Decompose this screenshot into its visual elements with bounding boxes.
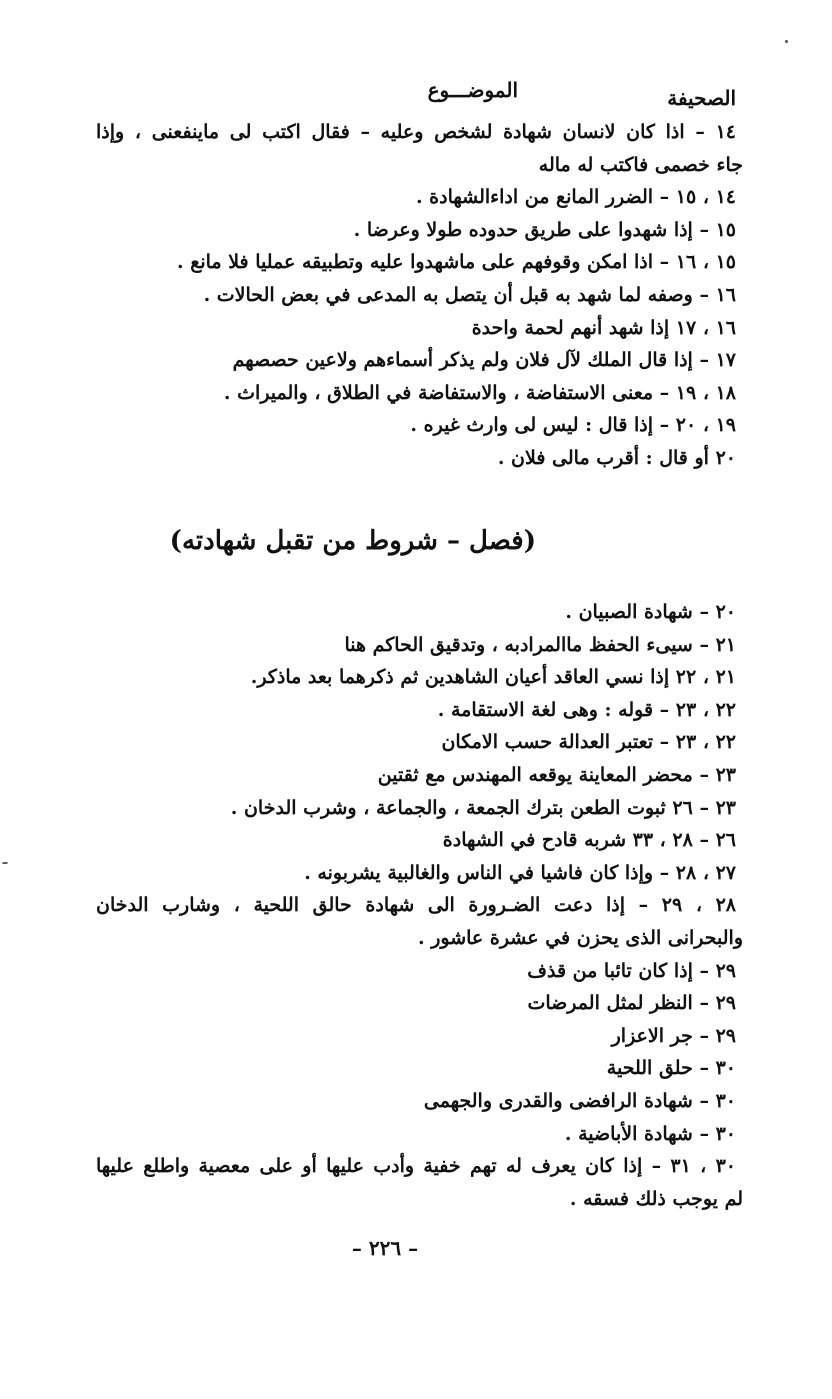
- index-entry: ٢٢ ، ٢٣ – قوله : وهى لغة الاستقامة .: [437, 698, 736, 721]
- index-entry: ١٤ ، ١٥ – الضرر المانع من اداءالشهادة .: [415, 186, 736, 209]
- index-entry: ١٧ – إذا قال الملك لآل فلان ولم يذكر أسماءهم ولاعين حصصهم: [232, 349, 736, 372]
- section-title: (فصل – شروط من تقبل شهادته): [169, 526, 536, 556]
- index-entry: ٣٠ – حلق اللحية: [606, 1057, 736, 1080]
- index-entry: ٢١ ، ٢٢ إذا نسي العاقد أعيان الشاهدين ثم ذكرهما بعد ماذكر.: [250, 666, 736, 689]
- index-entry: ١٥ ، ١٦ – اذا امكن وقوفهم على ماشهدوا عليه وتطبيقه عمليا فلا مانع .: [176, 251, 736, 274]
- index-entry: ١٨ ، ١٩ – معنى الاستفاضة ، والاستفاضة في الطلاق ، والميراث .: [223, 381, 736, 404]
- scan-speck: [2, 862, 8, 864]
- index-entry: ٢٠ – شهادة الصبيان .: [565, 601, 736, 623]
- index-entries-bottom: [96, 596, 743, 1215]
- index-entry: ٢٠ أو قال : أقرب مالى فلان .: [497, 446, 736, 469]
- index-entry: ١٤ – اذا كان لانسان شهادة لشخص وعليه – فقال اكتب لى ماينفعنى ، وإذا: [96, 121, 736, 143]
- index-entry: ٣٠ – شهادة الرافضى والقدرى والجهمى: [423, 1089, 736, 1112]
- index-entry: ١٦ ، ١٧ إذا شهد أنهم لحمة واحدة: [471, 316, 736, 339]
- index-entry: ٢٩ – جر الاعزار: [611, 1024, 736, 1047]
- topic-column-heading: الموضـــوع: [427, 78, 518, 102]
- index-entry: ١٥ – إذا شهدوا على طريق حدوده طولا وعرضا .: [353, 218, 736, 241]
- index-entry: جاء خصمى فاكتب له ماله: [538, 153, 743, 176]
- index-entries-top: [96, 116, 743, 475]
- index-entry: ٣٠ – شهادة الأباضية .: [564, 1122, 736, 1145]
- index-entry: ٢٧ ، ٢٨ – وإذا كان فاشيا في الناس والغالبية يشربونه .: [304, 861, 736, 884]
- page-number: – ٢٢٦ –: [351, 1236, 419, 1260]
- scan-speck: [785, 40, 788, 43]
- index-entry: ٢٦ – ٢٨ ، ٣٣ شربه قادح في الشهادة: [442, 829, 736, 852]
- index-entry: ٢١ – سيىء الحفظ ماالمرادبه ، وتدقيق الحاكم هنا: [344, 633, 736, 656]
- index-entry: لم يوجب ذلك فسقه .: [569, 1187, 743, 1210]
- page-column-heading: الصحيفة: [667, 86, 736, 110]
- index-entry: والبحرانى الذى يحزن في عشرة عاشور .: [417, 926, 743, 949]
- index-entry: ٢٩ – النظر لمثل المرضات: [527, 992, 736, 1015]
- index-entry: ١٦ – وصفه لما شهد به قبل أن يتصل به المدعى في بعض الحالات .: [203, 283, 736, 306]
- index-entry: ٢٩ – إذا كان تائبا من قذف: [527, 959, 736, 982]
- index-entry: ٢٣ – محضر المعاينة يوقعه المهندس مع ثقتين: [377, 763, 736, 786]
- index-entry: ٢٣ – ٢٦ ثبوت الطعن بترك الجمعة ، والجماعة ، وشرب الدخان .: [230, 796, 736, 819]
- index-header: [96, 78, 736, 116]
- index-entry: ١٩ ، ٢٠ – إذا قال : ليس لى وارث غيره .: [410, 414, 736, 437]
- index-entry: ٢٢ ، ٢٣ – تعتبر العدالة حسب الامكان: [441, 731, 736, 754]
- index-entry: ٣٠ ، ٣١ – إذا كان يعرف له تهم خفية وأدب عليها أو على معصية واطلع عليها: [96, 1155, 736, 1178]
- index-entry: ٢٨ ، ٢٩ – إذا دعت الضـرورة الى شهادة حالق اللحية ، وشارب الدخان: [96, 894, 736, 917]
